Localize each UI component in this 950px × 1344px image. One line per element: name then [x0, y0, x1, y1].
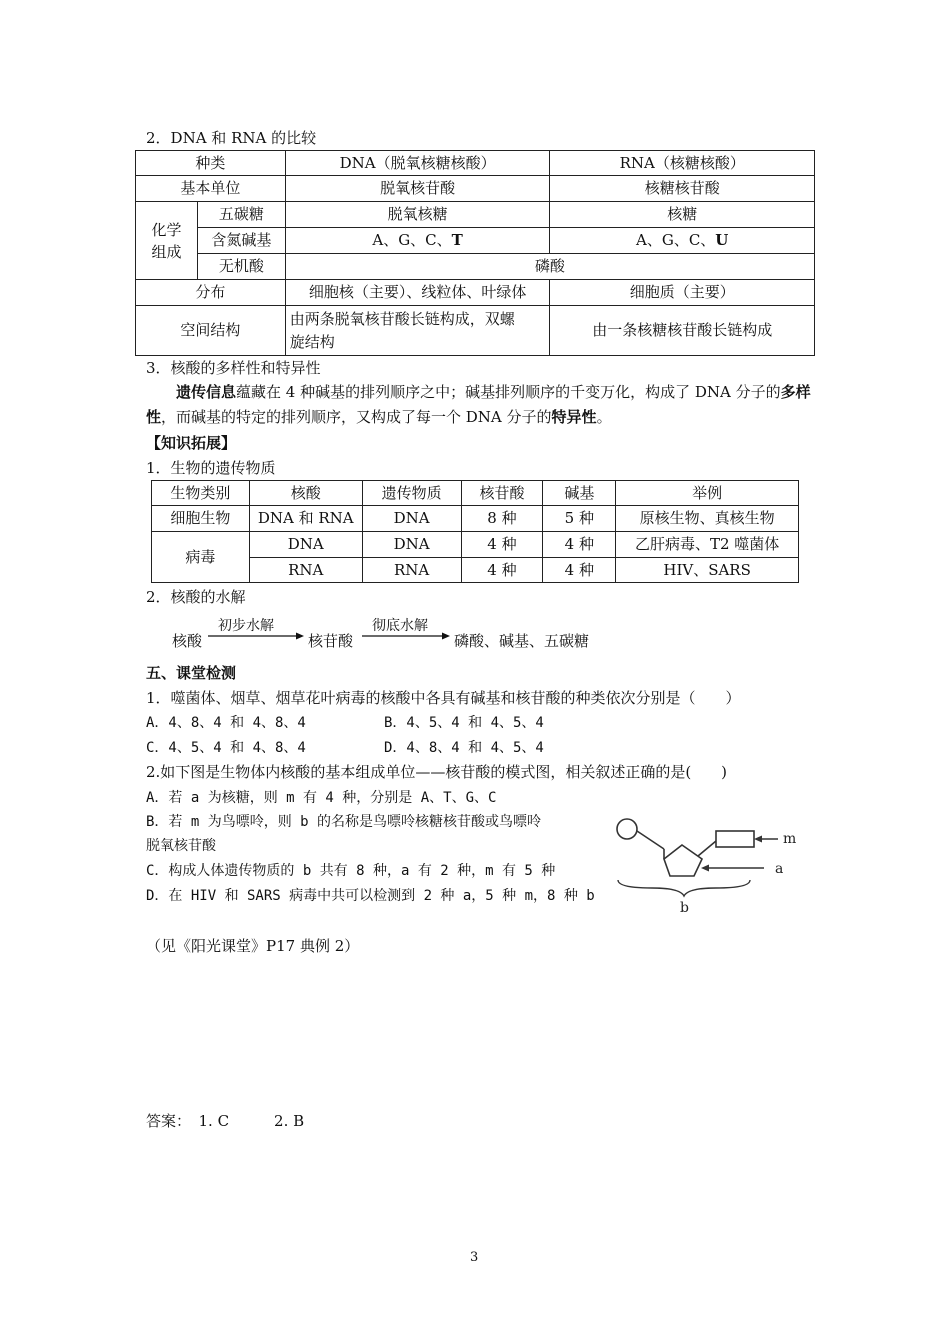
hydrolysis-arrow-2-label: 彻底水解 [372, 618, 428, 634]
base-dna-text: A、G、C、 [372, 231, 452, 249]
gen-cell: HIV、SARS [616, 558, 799, 583]
page-number: 3 [470, 1250, 479, 1265]
gen-cell: 乙肝病毒、T2 噬菌体 [616, 532, 799, 558]
row-label-unit: 基本单位 [136, 176, 286, 202]
section-3-paragraph [146, 380, 816, 430]
gen-cell: DNA [249, 532, 362, 558]
gen-cell: DNA 和 RNA [249, 506, 362, 532]
para-text-1: 蕴藏在 4 种碱基的排列顺序之中；碱基排列顺序的千变万化，构成了 DNA 分 [236, 383, 751, 401]
cell-dist-rna: 细胞质（主要） [550, 280, 815, 306]
row-label-sugar: 五碳糖 [197, 202, 285, 228]
gen-cell: DNA [362, 532, 461, 558]
section-3-title: 3．核酸的多样性和特异性 [146, 359, 321, 377]
arrow-left-icon [754, 836, 762, 843]
base-rna-text: A、G、C、 [636, 231, 716, 249]
section-2-title: 2．DNA 和 RNA 的比较 [146, 129, 317, 147]
cell-base-dna [285, 228, 550, 254]
q2-option-c: C．构成人体遗传物质的 b 共有 8 种，a 有 2 种，m 有 5 种 [146, 863, 556, 879]
pentose-ring [664, 845, 702, 876]
dna-rna-comparison-table [135, 150, 815, 356]
para-text-3: ，而碱基的特定的排列顺序，又构成了每一个 DNA 分子的 [161, 408, 552, 426]
gen-header: 举例 [616, 481, 799, 506]
row-label-struct: 空间结构 [136, 306, 286, 356]
gen-cell: RNA [362, 558, 461, 583]
gen-cell: DNA [362, 506, 461, 532]
hydrolysis-step-2: 核苷酸 [308, 632, 354, 650]
q2-option-b-line-2: 脱氧核苷酸 [146, 838, 216, 854]
cell-dist-dna: 细胞核（主要）、线粒体、叶绿体 [285, 280, 550, 306]
gen-header: 核酸 [249, 481, 362, 506]
cell-unit-dna: 脱氧核苷酸 [285, 176, 550, 202]
chem-line-1: 化学 [151, 220, 182, 239]
q1-option-c: C．4、5、4 和 4、8、4 [146, 740, 306, 756]
cell-struct-dna [285, 306, 550, 356]
extension-1-title: 1．生物的遗传物质 [146, 459, 276, 477]
base-rect [716, 831, 754, 847]
gen-virus-label: 病毒 [152, 532, 250, 583]
header-type: 种类 [136, 151, 286, 176]
hydrolysis-arrow-1-label: 初步水解 [218, 618, 274, 634]
q2-option-b-line-1: B．若 m 为鸟嘌呤，则 b 的名称是鸟嘌呤核糖核苷酸或鸟嘌呤 [146, 814, 541, 830]
reference-note: （见《阳光课堂》P17 典例 2） [146, 937, 360, 955]
label-a: a [775, 861, 784, 877]
base-dna-last: T [451, 231, 463, 249]
row-label-dist: 分布 [136, 280, 286, 306]
gen-cell: 4 种 [461, 558, 543, 583]
cell-sugar-dna: 脱氧核糖 [285, 202, 550, 228]
section-5-title: 五、课堂检测 [146, 664, 237, 682]
row-label-chem [136, 202, 198, 280]
cell-base-rna [550, 228, 815, 254]
base-rna-last: U [715, 231, 729, 249]
cell-struct-rna: 由一条核糖核苷酸长链构成 [550, 306, 815, 356]
chem-line-2: 组成 [151, 242, 182, 261]
row-label-base: 含氮碱基 [197, 228, 285, 254]
q1-option-d: D．4、8、4 和 4、5、4 [384, 740, 544, 756]
hydrolysis-step-1: 核酸 [172, 632, 203, 650]
arrow-right-icon [208, 631, 304, 641]
base-bond [698, 841, 716, 856]
gen-cell: 8 种 [461, 506, 543, 532]
q2-option-d: D．在 HIV 和 SARS 病毒中共可以检测到 2 种 a，5 种 m，8 种 b [146, 888, 595, 904]
gen-cell: 细胞生物 [152, 506, 250, 532]
para-text-2: 子的 [750, 383, 781, 401]
gen-cell: 4 种 [461, 532, 543, 558]
hydrolysis-step-3: 磷酸、碱基、五碳糖 [454, 632, 590, 650]
gen-cell: 5 种 [543, 506, 616, 532]
header-rna: RNA（核糖核酸） [550, 151, 815, 176]
gen-header: 碱基 [543, 481, 616, 506]
row-label-acid: 无机酸 [197, 254, 285, 280]
header-dna: DNA（脱氧核糖核酸） [285, 151, 550, 176]
gen-header: 遗传物质 [362, 481, 461, 506]
extension-heading: 【知识拓展】 [146, 434, 237, 452]
gen-cell: 原核生物、真核生物 [616, 506, 799, 532]
nucleotide-diagram [612, 812, 802, 918]
phosphate-circle [617, 819, 637, 839]
answer-line: 答案： 1. C 2. B [146, 1112, 305, 1130]
arrow-right-icon [362, 631, 450, 641]
label-b: b [680, 900, 689, 916]
phosphate-bond [637, 831, 664, 849]
genetic-material-table [151, 480, 799, 583]
gen-cell: RNA [249, 558, 362, 583]
struct-dna-line-1: 由两条脱氧核苷酸长链构成，双螺 [289, 309, 515, 328]
arrow-left-icon [701, 865, 709, 872]
cell-unit-rna: 核糖核苷酸 [550, 176, 815, 202]
gen-cell: 4 种 [543, 558, 616, 583]
q1-option-a: A．4、8、4 和 4、8、4 [146, 715, 306, 731]
extension-2-title: 2．核酸的水解 [146, 588, 246, 606]
term-diversity: 多样性 [146, 383, 811, 426]
para-text-4: 。 [596, 408, 612, 426]
cell-sugar-rna: 核糖 [550, 202, 815, 228]
gen-header: 生物类别 [152, 481, 250, 506]
term-specificity: 特异性 [551, 408, 597, 426]
question-2-stem: 2.如下图是生物体内核酸的基本组成单位——核苷酸的模式图，相关叙述正确的是( ) [146, 763, 728, 781]
cell-acid: 磷酸 [285, 254, 814, 280]
label-m: m [783, 831, 797, 847]
b-brace [618, 880, 750, 896]
q2-option-a: A．若 a 为核糖，则 m 有 4 种，分别是 A、T、G、C [146, 790, 497, 806]
struct-dna-line-2: 旋结构 [289, 332, 335, 351]
question-1-stem: 1．噬菌体、烟草、烟草花叶病毒的核酸中各具有碱基和核苷酸的种类依次分别是（ ） [146, 689, 741, 707]
term-genetic-info: 遗传信息 [176, 383, 237, 401]
q1-option-b: B．4、5、4 和 4、5、4 [384, 715, 544, 731]
gen-cell: 4 种 [543, 532, 616, 558]
gen-header: 核苷酸 [461, 481, 543, 506]
